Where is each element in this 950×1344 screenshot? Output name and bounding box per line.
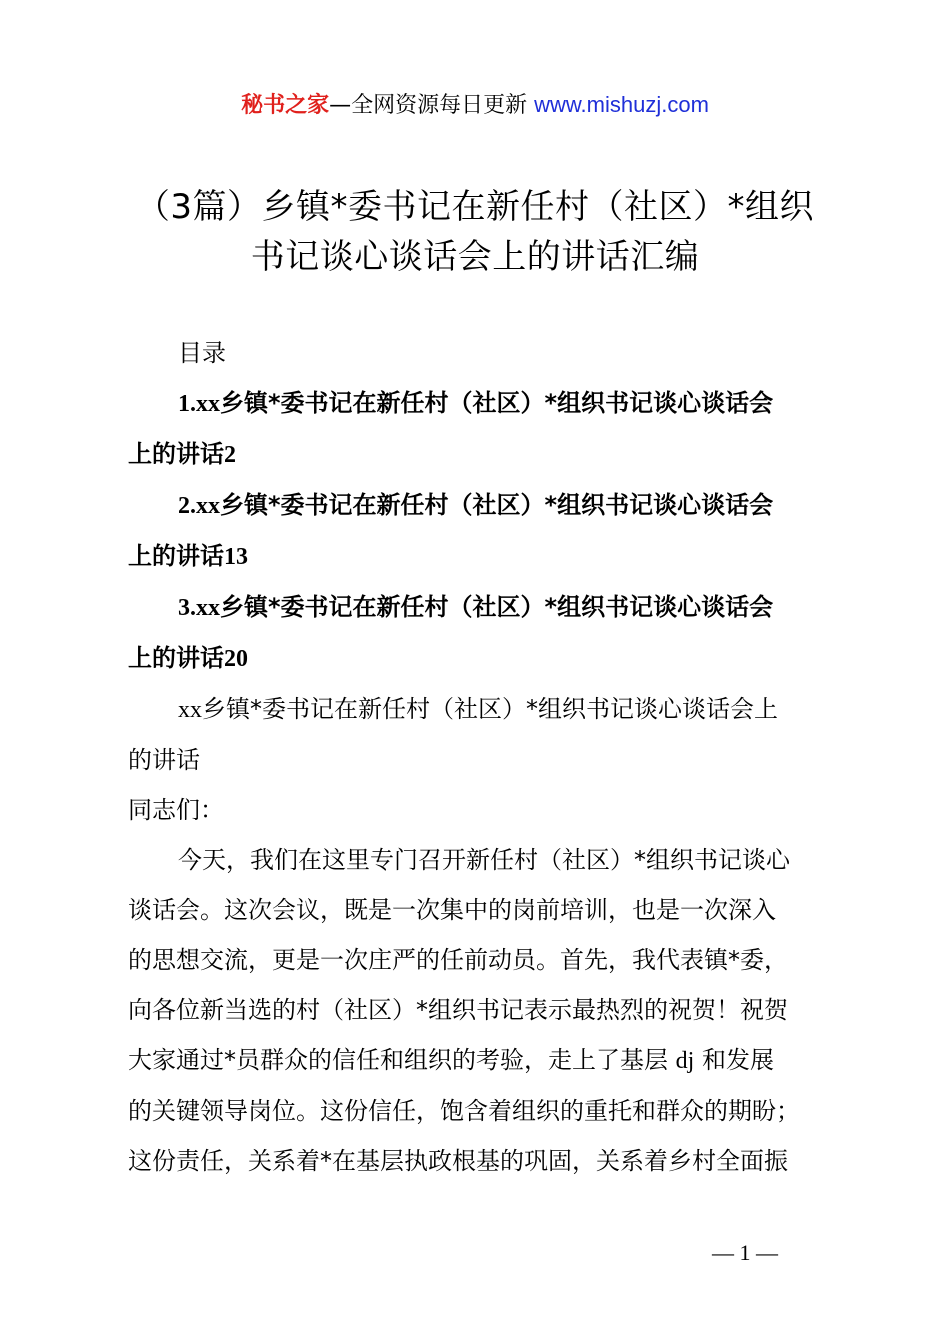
toc-page-number: 20 — [224, 646, 248, 672]
toc-item-1-cont[interactable]: 上的讲话2 — [128, 440, 236, 468]
speech-heading: xx乡镇*委书记在新任村（社区）*组织书记谈心谈话会上 — [178, 695, 778, 723]
salutation: 同志们： — [128, 796, 224, 824]
paragraph-line: 这份责任，关系着*在基层执政根基的巩固，关系着乡村全面振 — [128, 1147, 788, 1175]
paragraph-line: 谈话会。这次会议，既是一次集中的岗前培训，也是一次深入 — [128, 896, 776, 924]
document-title — [60, 182, 890, 282]
toc-item-2-cont[interactable]: 上的讲话13 — [128, 542, 248, 570]
document-body — [128, 328, 832, 1186]
toc-item-2[interactable]: 2.xx乡镇*委书记在新任村（社区）*组织书记谈心谈话会 — [178, 491, 774, 519]
paragraph-line: 向各位新当选的村（社区）*组织书记表示最热烈的祝贺！祝贺 — [128, 996, 788, 1024]
speech-heading-cont: 的讲话 — [128, 746, 200, 774]
toc-item-3-cont[interactable]: 上的讲话20 — [128, 644, 248, 672]
toc-page-number: 2 — [224, 442, 236, 468]
site-header — [0, 88, 950, 123]
paragraph-line: 的关键领导岗位。这份信任，饱含着组织的重托和群众的期盼； — [128, 1097, 800, 1125]
page-number: — 1 — — [712, 1240, 778, 1265]
site-url[interactable]: www.mishuzj.com — [534, 92, 709, 117]
toc-item-1[interactable]: 1.xx乡镇*委书记在新任村（社区）*组织书记谈心谈话会 — [178, 389, 774, 417]
paragraph-line: 今天，我们在这里专门召开新任村（社区）*组织书记谈心 — [178, 846, 790, 874]
header-tagline: —全网资源每日更新 — [329, 93, 535, 118]
toc-page-number: 13 — [224, 544, 248, 570]
title-line-1: （3篇）乡镇*委书记在新任村（社区）*组织 — [135, 187, 815, 227]
paragraph-line: 大家通过*员群众的信任和组织的考验，走上了基层 dj 和发展 — [128, 1046, 774, 1074]
brand-name: 秘书之家 — [241, 93, 330, 118]
toc-heading: 目录 — [178, 339, 226, 367]
toc-item-3[interactable]: 3.xx乡镇*委书记在新任村（社区）*组织书记谈心谈话会 — [178, 593, 774, 621]
paragraph-line: 的思想交流，更是一次庄严的任前动员。首先，我代表镇*委， — [128, 946, 788, 974]
title-line-2: 书记谈心谈话会上的讲话汇编 — [250, 237, 700, 277]
